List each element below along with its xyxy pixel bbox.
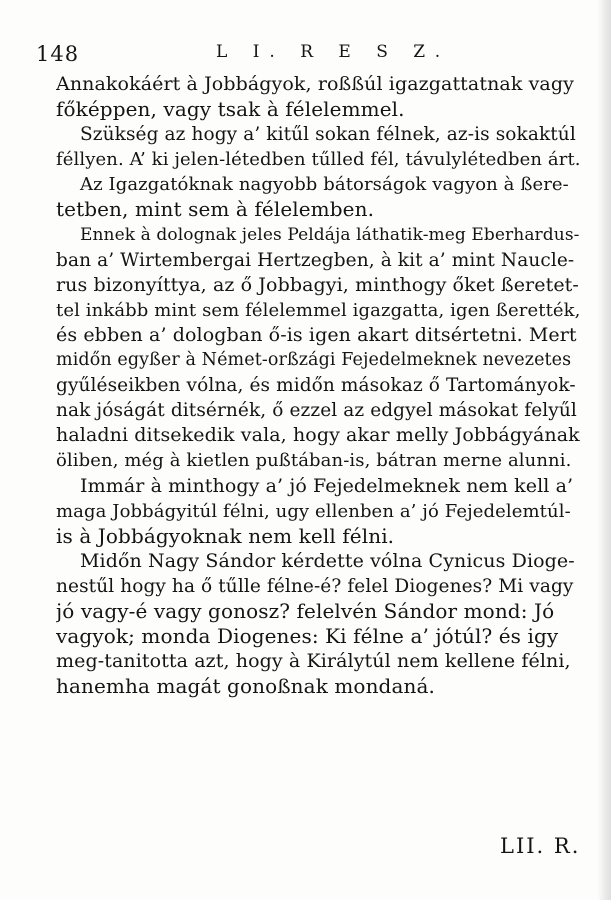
text-line: Szükség az hogy a’ kitűl sokan félnek, az-is sokaktúl — [80, 124, 576, 146]
text-line: meg-tanitotta azt, hogy à Királytúl nem kellene félni, — [56, 650, 571, 673]
body-text — [56, 72, 581, 699]
text-line: öliben, még à kietlen pußtában-is, bátran merne alunni. — [56, 450, 572, 472]
text-line: jó vagy-é vagy gonosz? felelvén Sándor mond: Jó — [56, 598, 555, 623]
text-line: Az Igazgatóknak nagyobb bátorságok vagyon à ßere- — [80, 174, 569, 196]
text-line: hanemha magát gonoßnak mondaná. — [56, 674, 435, 699]
text-line: Midőn Nagy Sándor kérdette vólna Cynicus Dioge- — [80, 549, 575, 572]
text-line: tel inkább mint sem félelemmel igazgatta, igen ßerették, — [56, 299, 581, 321]
text-line: maga Jobbágyitúl félni, ugy ellenben a’ jó Fejedelemtúl- — [56, 500, 571, 522]
text-line: főképpen, vagy tsak à félelemmel. — [56, 97, 405, 122]
page-number: 148 — [36, 42, 80, 66]
text-line: Immár à minthogy a’ jó Fejedelmeknek nem kell a’ — [80, 474, 574, 497]
text-line: is à Jobbágyoknak nem kell félni. — [56, 523, 395, 548]
catchword: LII. R. — [500, 834, 581, 858]
text-line: és ebben a’ dologban ő-is igen akart ditsértetni. Mert — [56, 323, 577, 346]
text-line: nestűl hogy ha ő tűlle félne-é? felel Diogenes? Mi vagy — [56, 575, 574, 597]
running-head: L I. R E S Z. — [216, 42, 451, 62]
text-line: haladni ditsekedik vala, hogy akar melly Jobbágyának — [56, 424, 580, 447]
text-line: tetben, mint sem à félelemben. — [56, 197, 375, 222]
text-line: gyűléseikben vólna, és midőn másokaz ő Tartományok- — [56, 375, 576, 397]
text-line: Ennek à dolognak jeles Peldája láthatik-meg Eberhardus- — [80, 224, 580, 245]
text-line: féllyen. A’ ki jelen-létedben tűlled fél, távulylétedben árt. — [56, 149, 581, 171]
text-line: ban a’ Wirtembergai Hertzegben, à kit a’ mint Naucle- — [56, 249, 575, 271]
text-line: nak jóságát ditsérnék, ő ezzel az edgyel másokat felyűl — [56, 400, 577, 422]
text-line: vagyok; monda Diogenes: Ki félne a’ jótúl? és igy — [56, 624, 559, 649]
page-edge-shadow — [597, 0, 611, 900]
text-line: midőn egyßer à Német-orßzági Fejedelmeknek nevezetes — [56, 350, 572, 371]
text-line: rus bizonyíttya, az ő Jobbagyi, minthogy őket ßeretet- — [56, 273, 579, 296]
text-line: Annakokáért à Jobbágyok, roßßúl igazgattatnak vagy — [56, 73, 574, 95]
page-header — [30, 38, 590, 68]
